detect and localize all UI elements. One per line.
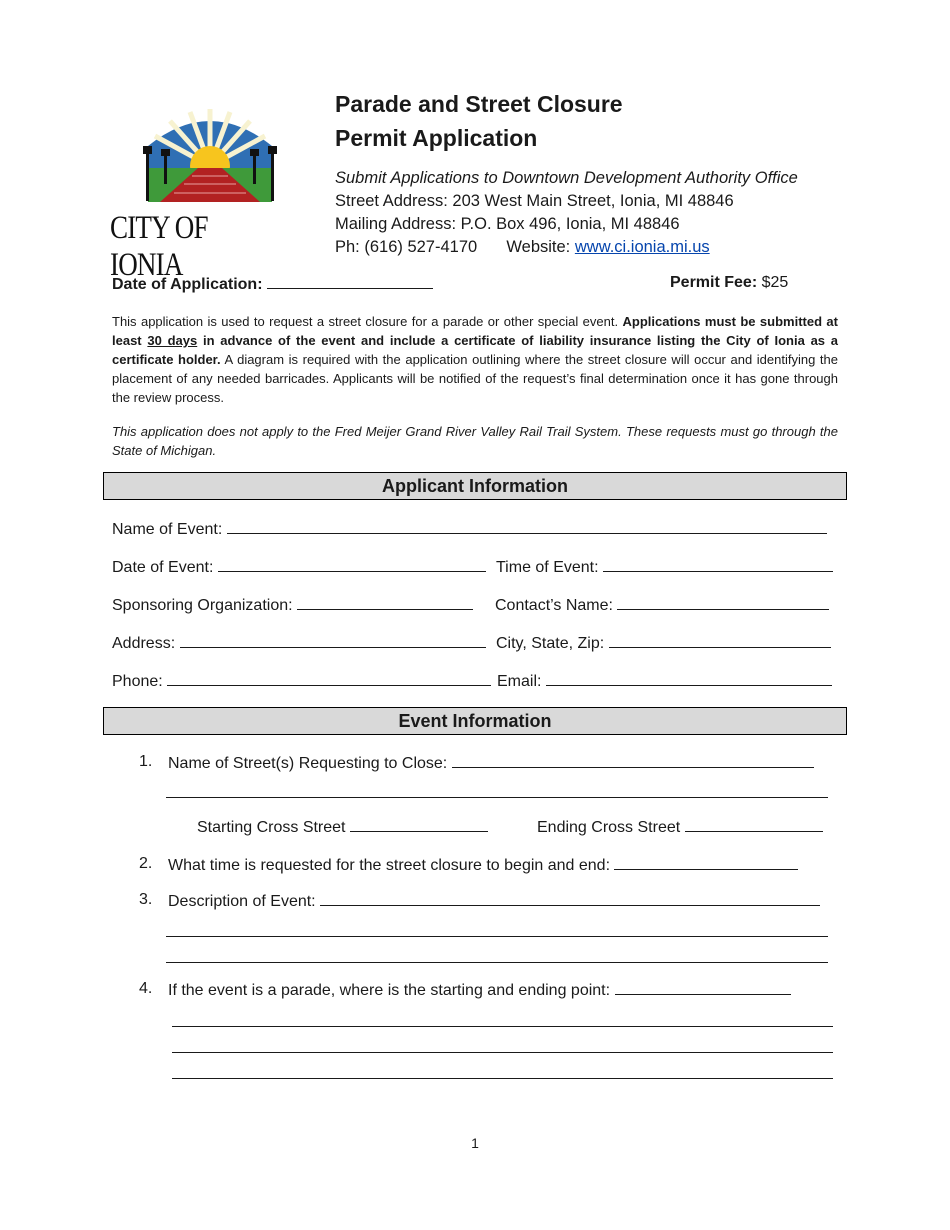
contact-name-line[interactable] — [617, 595, 829, 610]
q3-extra-line-1[interactable] — [166, 922, 828, 937]
sponsoring-org-field[interactable] — [112, 595, 473, 615]
permit-fee-value: $25 — [761, 274, 789, 291]
phone-field[interactable] — [112, 671, 491, 691]
submit-note: Submit Applications to Downtown Development Authority Office — [335, 169, 798, 187]
q1-label: Name of Street(s) Requesting to Close: — [168, 755, 448, 772]
contact-name-label: Contact’s Name: — [495, 597, 613, 614]
q3-field[interactable] — [168, 891, 820, 911]
title-line-2: Permit Application — [335, 125, 538, 151]
permit-fee-label: Permit Fee: — [670, 274, 758, 291]
q4-line[interactable] — [615, 980, 791, 995]
address-label: Address: — [112, 635, 176, 652]
q4-extra-line-1[interactable] — [172, 1012, 833, 1027]
q2-label: What time is requested for the street closure to begin and end: — [168, 857, 611, 874]
date-of-event-label: Date of Event: — [112, 559, 214, 576]
time-of-event-field[interactable] — [496, 557, 833, 577]
q3-number: 3. — [139, 891, 153, 908]
date-of-event-line[interactable] — [218, 557, 486, 572]
applicant-section-header: Applicant Information — [103, 472, 847, 500]
contact-name-field[interactable] — [495, 595, 829, 615]
date-of-event-field[interactable] — [112, 557, 486, 577]
intro-text-d: A diagram is required with the application outlining where the street closure will occur and identifying the placement of any needed barricades. Applicants will be notified of the request’s final determination once it has gone through the review process. — [112, 352, 838, 405]
intro-text-b: Applications must be submitted at least — [112, 314, 838, 348]
starting-cross-street-line[interactable] — [350, 817, 488, 832]
phone-website-row — [335, 236, 798, 259]
date-of-application-label: Date of Application: — [112, 276, 263, 293]
q4-label: If the event is a parade, where is the starting and ending point: — [168, 982, 611, 999]
q2-field[interactable] — [168, 855, 798, 875]
website-label: Website: — [506, 238, 571, 256]
page-number: 1 — [471, 1135, 479, 1151]
ending-cross-street-line[interactable] — [685, 817, 823, 832]
city-state-zip-label: City, State, Zip: — [496, 635, 605, 652]
city-state-zip-line[interactable] — [609, 633, 831, 648]
city-state-zip-field[interactable] — [496, 633, 831, 653]
q3-line[interactable] — [320, 891, 820, 906]
title-line-1: Parade and Street Closure — [335, 91, 623, 117]
mailing-address: Mailing Address: P.O. Box 496, Ionia, MI 48846 — [335, 215, 680, 233]
rail-trail-note: This application does not apply to the Fred Meijer Grand River Valley Rail Trail System. These requests must go through the State of Michigan. — [112, 424, 838, 458]
q4-number: 4. — [139, 980, 153, 997]
website-link[interactable]: www.ci.ionia.mi.us — [574, 238, 710, 256]
address-field[interactable] — [112, 633, 486, 653]
q1-line[interactable] — [452, 753, 814, 768]
q4-field[interactable] — [168, 980, 791, 1000]
q4-extra-line-3[interactable] — [172, 1064, 833, 1079]
page-title — [335, 87, 623, 155]
phone-number: Ph: (616) 527-4170 — [335, 238, 478, 256]
intro-days: 30 days — [147, 333, 198, 348]
city-logo-text: CITY OF IONIA — [110, 210, 208, 283]
email-line[interactable] — [546, 671, 832, 686]
starting-cross-street-field[interactable] — [197, 817, 488, 837]
date-of-application-line[interactable] — [267, 274, 433, 289]
street-address: Street Address: 203 West Main Street, Ionia, MI 48846 — [335, 192, 734, 210]
ending-cross-street-field[interactable] — [537, 817, 823, 837]
q2-line[interactable] — [614, 855, 798, 870]
intro-paragraph — [112, 312, 838, 407]
q2-number: 2. — [139, 855, 153, 872]
address-line[interactable] — [180, 633, 486, 648]
name-of-event-field[interactable] — [112, 519, 827, 539]
permit-fee — [670, 274, 788, 292]
q1-field[interactable] — [168, 753, 814, 773]
q3-extra-line-2[interactable] — [166, 948, 828, 963]
phone-label: Phone: — [112, 673, 163, 690]
phone-line[interactable] — [167, 671, 491, 686]
event-section-header: Event Information — [103, 707, 847, 735]
contact-block — [335, 167, 798, 259]
q4-extra-line-2[interactable] — [172, 1038, 833, 1053]
date-of-application-field[interactable] — [112, 274, 433, 294]
time-of-event-label: Time of Event: — [496, 559, 599, 576]
sponsoring-org-line[interactable] — [297, 595, 473, 610]
email-field[interactable] — [497, 671, 832, 691]
q1-number: 1. — [139, 753, 153, 770]
sponsoring-org-label: Sponsoring Organization: — [112, 597, 293, 614]
starting-cross-street-label: Starting Cross Street — [197, 819, 346, 836]
name-of-event-line[interactable] — [227, 519, 827, 534]
q3-label: Description of Event: — [168, 893, 316, 910]
ending-cross-street-label: Ending Cross Street — [537, 819, 681, 836]
intro-text-c: in advance of the event and include a certificate of liability insurance listing the City of Ionia as a certificate holder. — [112, 333, 839, 367]
time-of-event-line[interactable] — [603, 557, 833, 572]
name-of-event-label: Name of Event: — [112, 521, 223, 538]
intro-text-a: This application is used to request a street closure for a parade or other special event. — [112, 314, 619, 329]
email-label: Email: — [497, 673, 542, 690]
q1-extra-line[interactable] — [166, 783, 828, 798]
city-logo — [110, 106, 310, 283]
